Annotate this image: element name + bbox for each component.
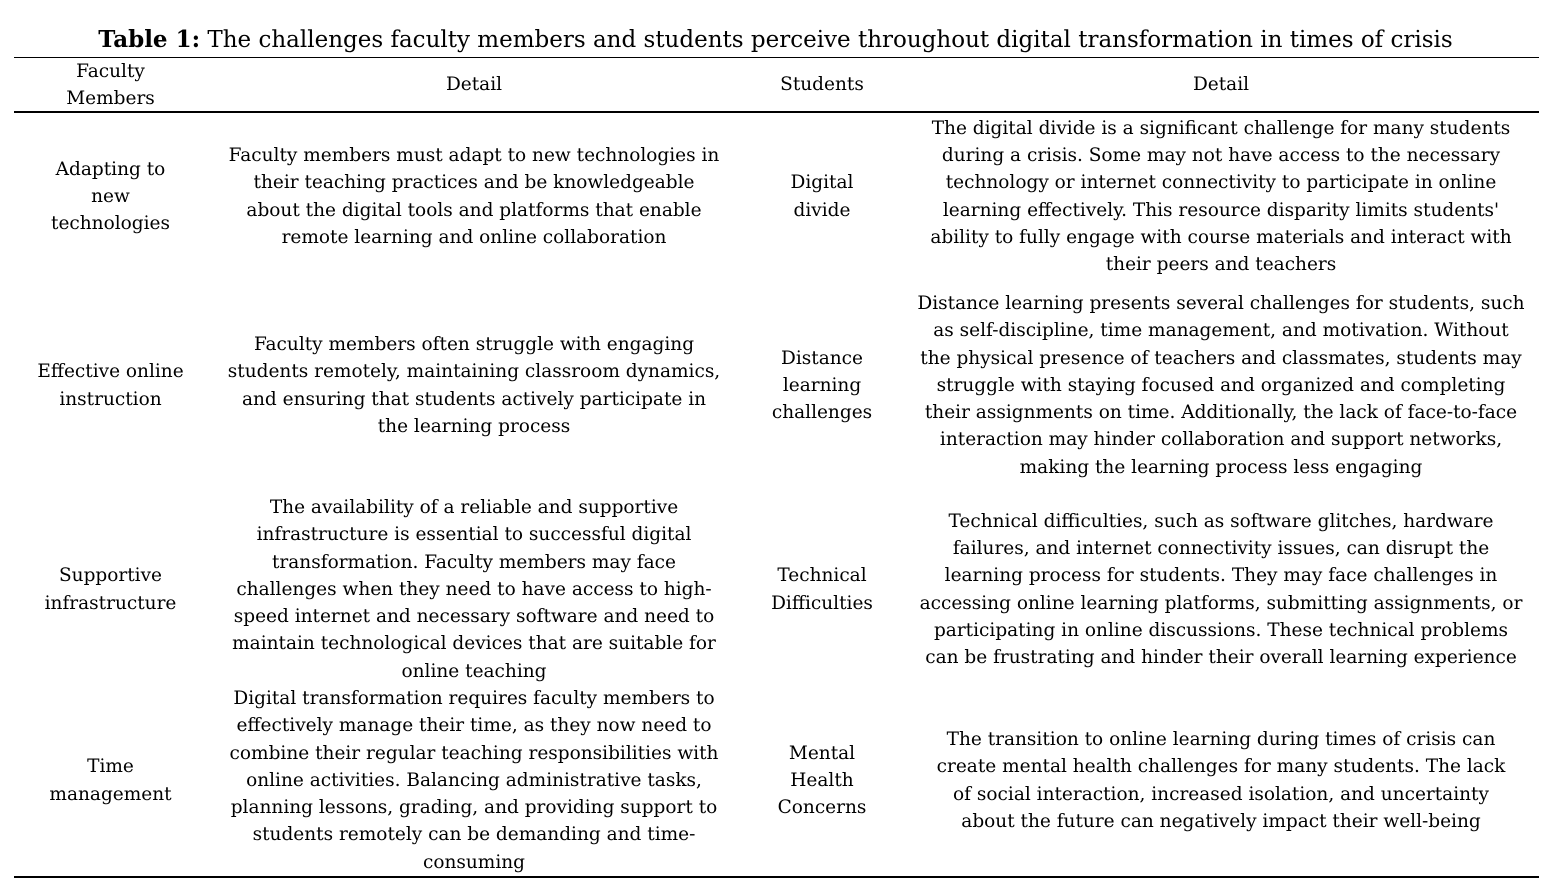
faculty-detail-cell: The availability of a reliable and supportive infrastructure is essential to successful digital transformation. Faculty members may face challenges when they need to have access to high-speed internet and necessary software and need to maintain technological devices that are suitable for online teaching [232,497,716,682]
student-challenge-cell: Distance learning challenges [771,347,873,424]
student-detail-cell: Distance learning presents several challenges for students, such as self-discipline, time management, and motivation. Without the physical presence of teachers and classmates, students may struggle with staying focused and organized and completing their assignments on time. Additionally, the lack of face-to-face interaction may hinder collaboration and support networks, making the learning process less engaging [917,293,1525,478]
faculty-detail-cell: Digital transformation requires faculty members to effectively manage their time, as they now need to combine their regular teaching responsibilities with online activities. Balancing administrative tasks, planning lessons, grading, and providing support to students remotely can be demanding and time-consuming [229,688,719,873]
student-challenge-cell: Technical Difficulties [771,565,873,614]
faculty-challenge-cell: Supportive infrastructure [44,565,177,614]
student-detail-cell: The digital divide is a significant challenge for many students during a crisis. Some may not have access to the necessary technology or internet connectivity to participate in online learning effectively. This resource disparity limits students' ability to fully engage with course materials and interact with their peers and teachers [930,117,1512,275]
faculty-challenge-cell: Time management [49,756,172,805]
header-student-detail: Detail [1192,74,1250,95]
faculty-detail-cell: Faculty members often struggle with engaging students remotely, maintaining classroom dynamics, and ensuring that students actively participate in the learning process [227,334,721,437]
student-challenge-cell: Digital divide [790,172,854,221]
table-title: The challenges faculty members and students perceive throughout digital transformation in times of crisis [200,27,1453,53]
header-faculty-members: Faculty Members [66,60,155,109]
student-detail-cell: The transition to online learning during times of crisis can create mental health challenges for many students. The lack of social interaction, increased isolation, and uncertainty about the future can negatively impact their well-being [936,729,1506,832]
student-detail-cell: Technical difficulties, such as software glitches, hardware failures, and internet connectivity issues, can disrupt the learning process for students. They may face challenges in accessing online learning platforms, submitting assignments, or participating in online discussions. These technical problems can be frustrating and hinder their overall learning experience [919,510,1523,668]
faculty-challenge-cell: Effective online instruction [37,361,184,410]
faculty-detail-cell: Faculty members must adapt to new technologies in their teaching practices and be knowledgeable about the digital tools and platforms that enable remote learning and online collaboration [228,145,720,248]
header-students: Students [780,74,864,95]
student-challenge-cell: Mental Health Concerns [777,742,867,819]
table-header-rule [14,111,1539,113]
header-faculty-detail: Detail [445,74,503,95]
table-bottom-rule [14,876,1539,878]
faculty-challenge-cell: Adapting to new technologies [51,158,170,235]
table-label: Table 1: [98,26,201,53]
table-caption [0,24,1551,56]
